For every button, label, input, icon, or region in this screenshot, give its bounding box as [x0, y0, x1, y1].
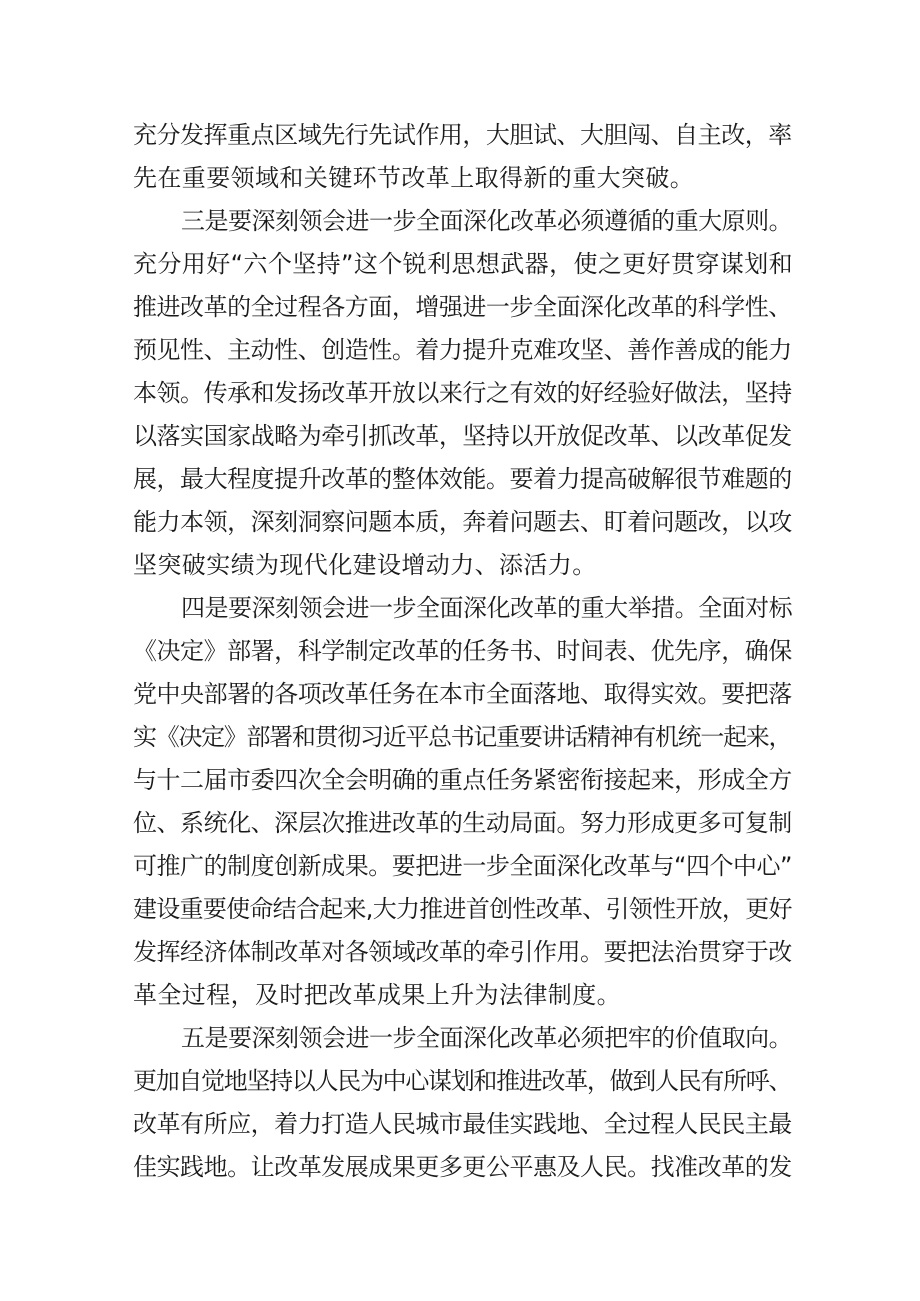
text-line: 充分用好“六个坚持”这个锐利思想武器，使之更好贯穿谋划和: [133, 250, 794, 278]
text-line: 以落实国家战略为牵引抓改革，坚持以开放促改革、以改革促发: [133, 422, 792, 450]
text-line: 五是要深刻领会进一步全面深化改革必须把牢的价值取向。: [181, 1024, 793, 1052]
text-line: 预见性、主动性、创造性。着力提升克难攻坚、善作善成的能力: [133, 336, 792, 364]
text-line: 先在重要领域和关键环节改革上取得新的重大突破。: [133, 164, 695, 192]
text-line: 四是要深刻领会进一步全面深化改革的重大举措。全面对标: [181, 594, 793, 622]
text-line: 实《决定》部署和贯彻习近平总书记重要讲话精神有机统一起来，: [133, 723, 792, 751]
text-line: 三是要深刻领会进一步全面深化改革必须遵循的重大原则。: [181, 207, 793, 235]
text-line: 佳实践地。让改革发展成果更多更公平惠及人民。找准改革的发: [133, 1153, 792, 1181]
document-body: [133, 114, 793, 1189]
paragraph: [133, 200, 793, 587]
text-line: 可推广的制度创新成果。要把进一步全面深化改革与“四个中心”: [133, 852, 793, 880]
paragraph: [133, 114, 793, 200]
text-line: 坚突破实绩为现代化建设增动力、添活力。: [133, 551, 597, 579]
text-line: 《决定》部署，科学制定改革的任务书、时间表、优先序，确保: [133, 637, 792, 665]
text-line: 位、系统化、深层次推进改革的生动局面。努力形成更多可复制: [133, 809, 792, 837]
text-line: 改革有所应，着力打造人民城市最佳实践地、全过程人民民主最: [133, 1110, 792, 1138]
text-line: 推进改革的全过程各方面，增强进一步全面深化改革的科学性、: [133, 293, 792, 321]
text-line: 更加自觉地坚持以人民为中心谋划和推进改革，做到人民有所呼、: [133, 1067, 792, 1095]
text-line: 能力本领，深刻洞察问题本质，奔着问题去、盯着问题改，以攻: [133, 508, 792, 536]
text-line: 与十二届市委四次全会明确的重点任务紧密衔接起来，形成全方: [133, 766, 792, 794]
text-line: 充分发挥重点区域先行先试作用，大胆试、大胆闯、自主改，率: [133, 121, 792, 149]
text-line: 党中央部署的各项改革任务在本市全面落地、取得实效。要把落: [133, 680, 792, 708]
paragraph: [133, 1017, 793, 1189]
text-line: 发挥经济体制改革对各领域改革的牵引作用。要把法治贯穿于改: [133, 938, 792, 966]
text-line: 建设重要使命结合起来,大力推进首创性改革、引领性开放，更好: [133, 895, 792, 923]
paragraph: [133, 587, 793, 1017]
text-line: 革全过程，及时把改革成果上升为法律制度。: [133, 981, 621, 1009]
text-line: 本领。传承和发扬改革开放以来行之有效的好经验好做法，坚持: [133, 379, 792, 407]
text-line: 展，最大程度提升改革的整体效能。要着力提高破解很节难题的: [133, 465, 792, 493]
